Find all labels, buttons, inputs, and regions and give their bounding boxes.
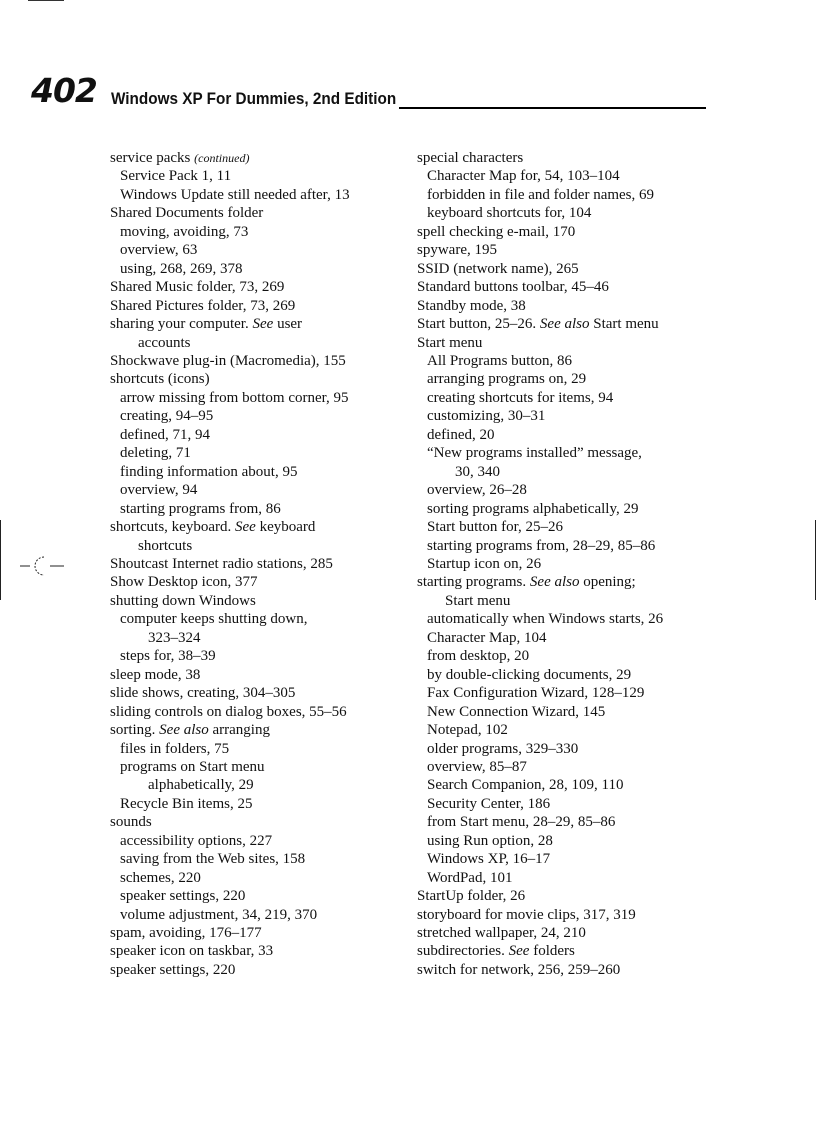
index-entry-text: Show Desktop icon, 377 bbox=[110, 574, 258, 591]
index-entry bbox=[110, 961, 410, 979]
index-entry bbox=[110, 666, 410, 684]
index-entry bbox=[110, 223, 410, 241]
index-entry bbox=[110, 444, 410, 462]
index-entry bbox=[417, 832, 717, 850]
index-entry-text: automatically when Windows starts, 26 bbox=[427, 611, 664, 628]
index-entry bbox=[417, 334, 717, 352]
index-entry-text: creating, 94–95 bbox=[120, 408, 214, 425]
index-entry bbox=[417, 315, 717, 333]
index-entry-text: SSID (network name), 265 bbox=[417, 260, 579, 277]
see-reference: See bbox=[508, 943, 530, 960]
index-entry bbox=[417, 518, 717, 536]
see-reference: See also bbox=[529, 574, 580, 591]
index-entry-text: subdirectories. bbox=[417, 943, 509, 960]
index-entry bbox=[110, 370, 410, 388]
index-entry-text: finding information about, 95 bbox=[120, 463, 298, 480]
index-entry bbox=[110, 795, 410, 813]
index-entry bbox=[110, 278, 410, 296]
index-entry bbox=[417, 407, 717, 425]
index-entry bbox=[110, 407, 410, 425]
index-entry bbox=[110, 500, 410, 518]
index-entry bbox=[110, 776, 410, 794]
index-entry-text: storyboard for movie clips, 317, 319 bbox=[417, 906, 636, 923]
index-entry bbox=[417, 795, 717, 813]
see-target: folders bbox=[529, 943, 575, 960]
index-entry bbox=[110, 204, 410, 222]
index-entry-text: shortcuts bbox=[138, 537, 193, 554]
index-entry-text: arrow missing from bottom corner, 95 bbox=[120, 389, 349, 406]
see-target: user bbox=[273, 316, 303, 333]
index-entry-text: deleting, 71 bbox=[120, 445, 191, 462]
index-entry-text: Start menu bbox=[445, 592, 511, 609]
index-entry-text: files in folders, 75 bbox=[120, 740, 230, 757]
index-entry bbox=[110, 721, 410, 739]
index-entry-text: Windows XP, 16–17 bbox=[427, 851, 551, 868]
index-entry bbox=[417, 241, 717, 259]
index-entry-text: overview, 63 bbox=[120, 242, 198, 259]
index-column-left bbox=[110, 149, 410, 979]
index-entry bbox=[417, 703, 717, 721]
index-entry-text: Start button for, 25–26 bbox=[427, 519, 564, 536]
index-entry bbox=[110, 647, 410, 665]
index-entry bbox=[417, 278, 717, 296]
index-entry-text: Shockwave plug-in (Macromedia), 155 bbox=[110, 352, 346, 369]
index-entry-text: accounts bbox=[138, 334, 191, 351]
index-entry-text: volume adjustment, 34, 219, 370 bbox=[120, 906, 318, 923]
index-entry-text: older programs, 329–330 bbox=[427, 740, 579, 757]
index-entry-text: Fax Configuration Wizard, 128–129 bbox=[427, 685, 645, 702]
index-entry bbox=[417, 204, 717, 222]
index-entry bbox=[110, 481, 410, 499]
index-entry-text: All Programs button, 86 bbox=[427, 352, 572, 369]
index-entry-text: spell checking e-mail, 170 bbox=[417, 223, 576, 240]
index-entry-text: WordPad, 101 bbox=[427, 869, 513, 886]
index-entry-text: Search Companion, 28, 109, 110 bbox=[427, 777, 624, 794]
index-entry bbox=[110, 389, 410, 407]
see-reference: See also bbox=[159, 722, 209, 739]
page-number: 402 bbox=[31, 71, 97, 110]
index-entry-text: StartUp folder, 26 bbox=[417, 888, 526, 905]
index-entry bbox=[417, 906, 717, 924]
index-entry-text: alphabetically, 29 bbox=[148, 777, 254, 794]
index-entry bbox=[417, 537, 717, 555]
index-entry bbox=[110, 592, 410, 610]
index-entry-text: Standby mode, 38 bbox=[417, 297, 526, 314]
index-entry bbox=[417, 684, 717, 702]
index-entry-text: defined, 71, 94 bbox=[120, 426, 210, 443]
index-entry-text: Security Center, 186 bbox=[427, 795, 551, 812]
index-entry-text: Shared Pictures folder, 73, 269 bbox=[110, 297, 296, 314]
index-entry bbox=[110, 813, 410, 831]
index-entry-text: from Start menu, 28–29, 85–86 bbox=[427, 814, 616, 831]
index-entry-text: overview, 26–28 bbox=[427, 482, 527, 499]
index-entry-text: sorting. bbox=[110, 722, 160, 739]
running-header bbox=[31, 71, 707, 124]
index-entry bbox=[417, 850, 717, 868]
index-entry-text: saving from the Web sites, 158 bbox=[120, 851, 306, 868]
index-entry-text: by double-clicking documents, 29 bbox=[427, 666, 632, 683]
index-entry-text: Start button, 25–26. bbox=[417, 316, 540, 333]
index-entry bbox=[110, 629, 410, 647]
index-entry-text: programs on Start menu bbox=[120, 758, 265, 775]
index-entry bbox=[417, 352, 717, 370]
index-entry bbox=[110, 537, 410, 555]
index-entry-text: customizing, 30–31 bbox=[427, 408, 546, 425]
index-entry-text: spam, avoiding, 176–177 bbox=[110, 925, 262, 942]
index-entry bbox=[417, 758, 717, 776]
index-entry-text: starting programs from, 86 bbox=[120, 500, 281, 517]
index-entry bbox=[110, 832, 410, 850]
index-entry-text: sliding controls on dialog boxes, 55–56 bbox=[110, 703, 347, 720]
header-rule bbox=[399, 107, 706, 109]
index-entry bbox=[110, 334, 410, 352]
see-reference: See also bbox=[539, 316, 590, 333]
index-entry bbox=[417, 869, 717, 887]
index-entry-text: schemes, 220 bbox=[120, 869, 201, 886]
index-entry-text: 323–324 bbox=[148, 629, 201, 646]
index-entry bbox=[417, 500, 717, 518]
index-entry bbox=[110, 297, 410, 315]
see-target: keyboard bbox=[255, 519, 316, 536]
index-entry bbox=[417, 297, 717, 315]
index-entry-text: creating shortcuts for items, 94 bbox=[427, 389, 614, 406]
index-entry-text: sleep mode, 38 bbox=[110, 666, 201, 683]
index-entry-text: speaker settings, 220 bbox=[110, 961, 236, 978]
index-entry bbox=[110, 850, 410, 868]
index-entry-text: sorting programs alphabetically, 29 bbox=[427, 500, 639, 517]
index-entry bbox=[417, 721, 717, 739]
index-entry bbox=[110, 758, 410, 776]
registration-mark-icon bbox=[20, 553, 66, 579]
margin-rule-left bbox=[0, 520, 1, 600]
index-entry-text: New Connection Wizard, 145 bbox=[427, 703, 606, 720]
index-entry-text: Character Map, 104 bbox=[427, 629, 547, 646]
index-entry bbox=[417, 444, 717, 462]
index-entry bbox=[110, 241, 410, 259]
index-entry-text: sounds bbox=[110, 814, 152, 831]
index-entry-text: sharing your computer. bbox=[110, 316, 253, 333]
index-entry bbox=[417, 463, 717, 481]
index-entry bbox=[110, 149, 410, 167]
index-entry-text: defined, 20 bbox=[427, 426, 495, 443]
index-entry bbox=[110, 906, 410, 924]
index-entry-text: Shoutcast Internet radio stations, 285 bbox=[110, 555, 333, 572]
index-entry bbox=[417, 167, 717, 185]
index-entry bbox=[110, 610, 410, 628]
index-entry bbox=[110, 869, 410, 887]
index-entry bbox=[110, 924, 410, 942]
index-entry-text: accessibility options, 227 bbox=[120, 832, 273, 849]
index-entry-text: shortcuts, keyboard. bbox=[110, 519, 235, 536]
index-column-right bbox=[417, 149, 717, 979]
index-entry-text: Start menu bbox=[417, 334, 483, 351]
index-entry bbox=[417, 740, 717, 758]
index-entry bbox=[110, 315, 410, 333]
index-entry bbox=[110, 518, 410, 536]
index-entry bbox=[417, 555, 717, 573]
index-entry bbox=[110, 573, 410, 591]
index-entry bbox=[110, 186, 410, 204]
index-entry-text: steps for, 38–39 bbox=[120, 648, 216, 665]
index-entry-text: shortcuts (icons) bbox=[110, 371, 210, 388]
index-entry bbox=[110, 703, 410, 721]
index-entry-text: speaker settings, 220 bbox=[120, 888, 246, 905]
index-entry-text: Character Map for, 54, 103–104 bbox=[427, 168, 620, 185]
index-entry bbox=[417, 481, 717, 499]
index-entry-text: arranging programs on, 29 bbox=[427, 371, 587, 388]
index-entry bbox=[417, 573, 717, 591]
index-entry bbox=[417, 426, 717, 444]
index-entry bbox=[417, 924, 717, 942]
index-entry-text: Recycle Bin items, 25 bbox=[120, 795, 253, 812]
index-entry bbox=[110, 260, 410, 278]
running-title: Windows XP For Dummies, 2nd Edition bbox=[111, 89, 397, 108]
index-entry bbox=[417, 592, 717, 610]
index-entry bbox=[110, 942, 410, 960]
index-entry-text: switch for network, 256, 259–260 bbox=[417, 961, 621, 978]
index-entry bbox=[417, 223, 717, 241]
index-entry-text: stretched wallpaper, 24, 210 bbox=[417, 925, 586, 942]
index-entry-text: keyboard shortcuts for, 104 bbox=[427, 205, 592, 222]
index-entry-text: Service Pack 1, 11 bbox=[120, 168, 232, 185]
index-entry bbox=[417, 186, 717, 204]
index-entry bbox=[110, 352, 410, 370]
index-entry bbox=[417, 629, 717, 647]
index-entry bbox=[417, 149, 717, 167]
index-entry bbox=[110, 463, 410, 481]
index-entry-text: service packs bbox=[110, 150, 195, 166]
index-entry bbox=[417, 610, 717, 628]
see-target: Start menu bbox=[589, 316, 659, 333]
see-target: opening; bbox=[579, 574, 636, 591]
index-entry-text: Shared Documents folder bbox=[110, 205, 264, 222]
index-entry bbox=[417, 666, 717, 684]
see-target: arranging bbox=[208, 722, 270, 739]
index-entry-text: slide shows, creating, 304–305 bbox=[110, 685, 296, 702]
index-entry bbox=[417, 961, 717, 979]
index-entry-text: from desktop, 20 bbox=[427, 648, 530, 665]
index-entry-text: moving, avoiding, 73 bbox=[120, 223, 249, 240]
index-entry-text: overview, 94 bbox=[120, 482, 198, 499]
index-entry-text: Startup icon on, 26 bbox=[427, 555, 542, 572]
index-entry bbox=[417, 776, 717, 794]
index-entry-text: using Run option, 28 bbox=[427, 832, 553, 849]
index-entry-text: forbidden in file and folder names, 69 bbox=[427, 186, 655, 203]
index-entry bbox=[417, 389, 717, 407]
index-entry bbox=[417, 887, 717, 905]
index-entry-text: shutting down Windows bbox=[110, 592, 256, 609]
index-entry-text: using, 268, 269, 378 bbox=[120, 260, 243, 277]
index-entry bbox=[110, 555, 410, 573]
index-entry bbox=[110, 684, 410, 702]
index-entry-text: starting programs. bbox=[417, 574, 530, 591]
see-reference: See bbox=[252, 316, 274, 333]
index-entry bbox=[110, 740, 410, 758]
index-entry bbox=[417, 942, 717, 960]
index-entry-text: computer keeps shutting down, bbox=[120, 611, 308, 628]
index-entry bbox=[110, 426, 410, 444]
index-entry-text: Windows Update still needed after, 13 bbox=[120, 186, 350, 203]
index-entry-text: Notepad, 102 bbox=[427, 722, 508, 739]
index-entry-text: “New programs installed” message, bbox=[427, 445, 642, 462]
index-entry-text: Shared Music folder, 73, 269 bbox=[110, 279, 285, 296]
see-reference: See bbox=[234, 519, 256, 536]
index-entry bbox=[417, 260, 717, 278]
index-entry-text: 30, 340 bbox=[455, 463, 500, 480]
index-entry bbox=[417, 370, 717, 388]
index-entry-text: speaker icon on taskbar, 33 bbox=[110, 943, 274, 960]
index-entry bbox=[417, 647, 717, 665]
index-entry-text: spyware, 195 bbox=[417, 242, 497, 259]
index-entry bbox=[110, 167, 410, 185]
index-entry-text: overview, 85–87 bbox=[427, 758, 527, 775]
index-entry-text: starting programs from, 28–29, 85–86 bbox=[427, 537, 656, 554]
index-entry-text: Standard buttons toolbar, 45–46 bbox=[417, 279, 609, 296]
index-entry bbox=[110, 887, 410, 905]
index-entry-text: special characters bbox=[417, 150, 524, 166]
index-entry bbox=[417, 813, 717, 831]
crop-mark-top bbox=[28, 0, 64, 1]
continued-label: (continued) bbox=[194, 151, 250, 165]
